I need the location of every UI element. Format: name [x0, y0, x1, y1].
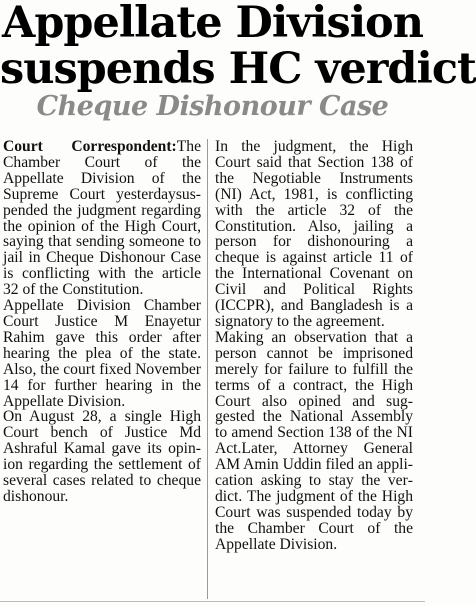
- paragraph-3: On August 28, a single High Court bench of Justice Md Ashraful Kamal gave its opinion regarding the settlement of several cases related to cheque dishonour.: [3, 408, 201, 505]
- paragraph-1-text: The Chamber Court of the Appellate Division of the Supreme Court yesterdaysuspended the judgment regarding the opinion of the High Court, saying that sending someone to jail in Cheque Dishonour Case is conflicting with the article 32 of the Constitution.: [3, 138, 201, 299]
- paragraph-1: [3, 139, 201, 298]
- headline-line-1: Appellate Division: [1, 0, 423, 48]
- subheadline: Cheque Dishonour Case: [36, 91, 389, 122]
- paragraph-5: Making an observation that a person cannot be imprisoned merely for failure to fulfill the terms of a contract, the High Court also opined and suggested the National Assembly to amend Section 138 of the NI Act.Later, Attorney General AM Amin Uddin filed an application asking to stay the verdict. The judgment of the High Court was suspended today by the Chamber Court of the Appellate Division.: [215, 328, 413, 553]
- paragraph-2: Appellate Division Chamber Court Justice M Enayetur Rahim gave this order after hearing the plea of the state. Also, the court fixed November 14 for further hearing in the Appellate Division.: [3, 297, 201, 410]
- column-divider: [207, 139, 208, 599]
- article-column-right: [215, 139, 413, 553]
- byline: Court Correspondent:: [3, 138, 177, 155]
- article-column-left: [3, 139, 201, 505]
- paragraph-4: In the judgment, the High Court said that Section 138 of the Negotiable Instruments (NI) Act, 1981, is conflicting with the article 32 of the Constitution. Also, jailing a person for dishonouring a cheque is against article 11 of the International Covenant on Civil and Political Rights (ICCPR), and Bangladesh is a signatory to the agreement.: [215, 138, 413, 330]
- headline-line-2: suspends HC verdict: [0, 44, 476, 94]
- bottom-divider: [0, 601, 425, 602]
